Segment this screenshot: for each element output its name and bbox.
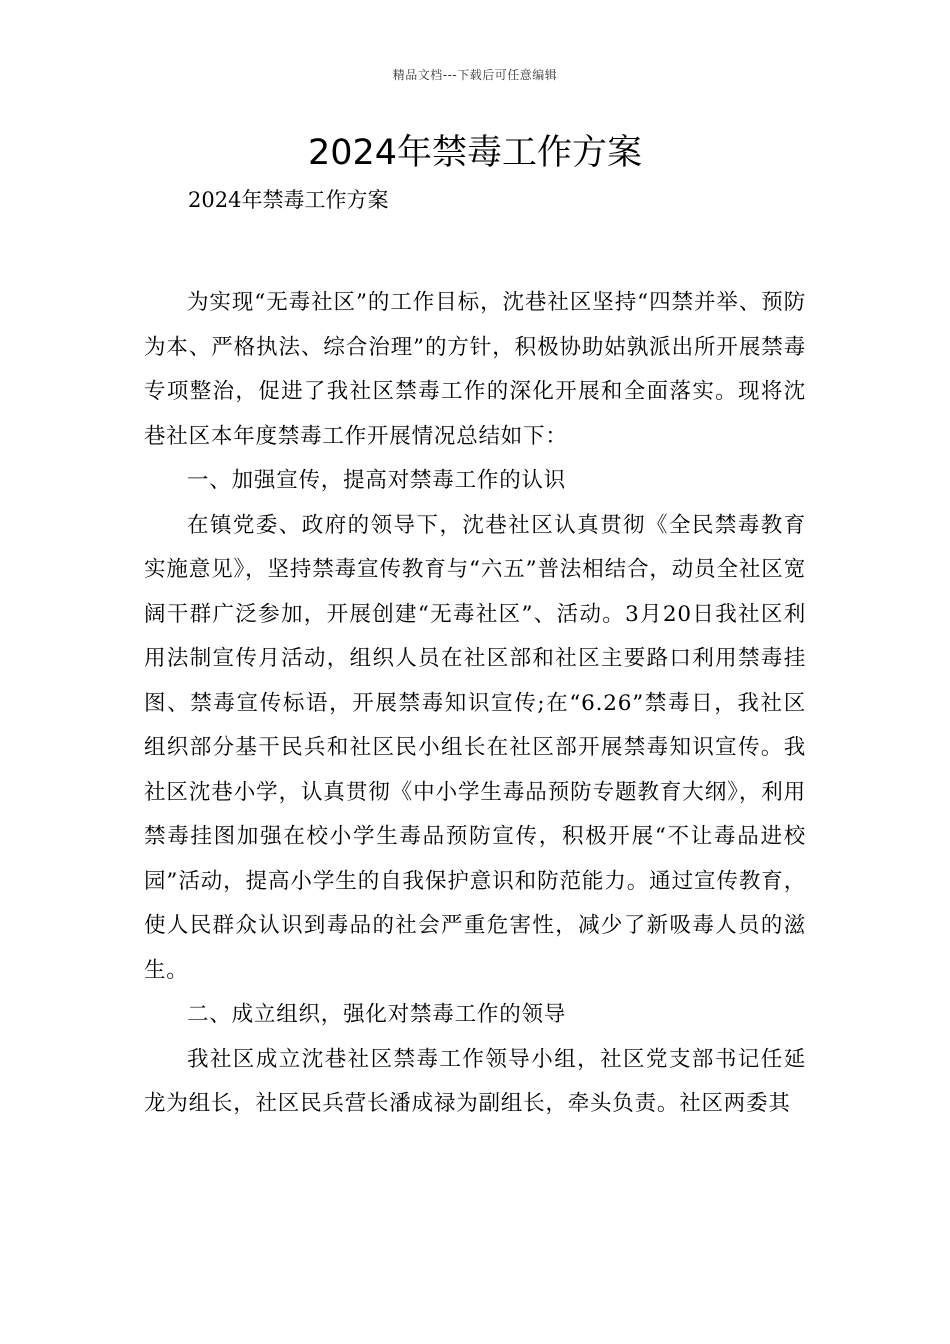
- section-heading-2: 二、成立组织，强化对禁毒工作的领导: [187, 1002, 567, 1027]
- document-title: 2024年禁毒工作方案: [307, 133, 643, 173]
- section-heading-1: 一、加强宣传，提高对禁毒工作的认识: [187, 468, 567, 493]
- intro-paragraph: 为实现“无毒社区”的工作目标，沈巷社区坚持“四禁并举、预防为本、严格执法、综合治理”的方针，积极协助姑孰派出所开展禁毒专项整治，促进了我社区禁毒工作的深化开展和全面落实。现将沈巷社区本年度禁毒工作开展情况总结如下：: [144, 290, 806, 449]
- header-note: 精品文档---下载后可任意编辑: [392, 68, 558, 82]
- document-subtitle: 2024年禁毒工作方案: [188, 188, 389, 212]
- section-1-paragraph: 在镇党委、政府的领导下，沈巷社区认真贯彻《全民禁毒教育实施意见》，坚持禁毒宣传教育与“六五”普法相结合，动员全社区宽阔干群广泛参加，开展创建“无毒社区”、活动。3月20日我社区利用法制宣传月活动，组织人员在社区部和社区主要路口利用禁毒挂图、禁毒宣传标语，开展禁毒知识宣传;在“6.26”禁毒日，我社区组织部分基干民兵和社区民小组长在社区部开展禁毒知识宣传。我社区沈巷小学，认真贯彻《中小学生毒品预防专题教育大纲》，利用禁毒挂图加强在校小学生毒品预防宣传，积极开展“不让毒品进校园”活动，提高小学生的自我保护意识和防范能力。通过宣传教育，使人民群众认识到毒品的社会严重危害性，减少了新吸毒人员的滋生。: [144, 512, 806, 983]
- section-2-paragraph: 我社区成立沈巷社区禁毒工作领导小组，社区党支部书记任延龙为组长，社区民兵营长潘成禄为副组长，牵头负责。社区两委其: [144, 1046, 806, 1116]
- document-body: [144, 281, 806, 1127]
